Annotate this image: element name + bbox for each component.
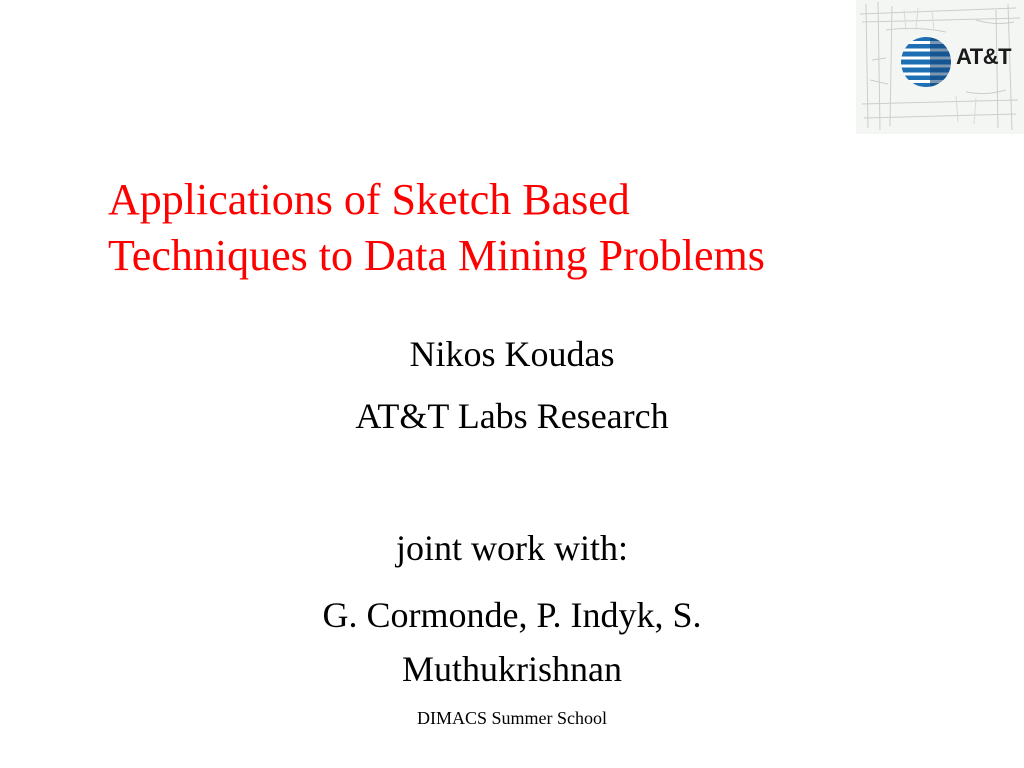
att-logo — [856, 0, 1024, 134]
coauthors-line-2: Muthukrishnan — [402, 649, 622, 689]
joint-work-label: joint work with: — [396, 528, 628, 568]
coauthors-line-1: G. Cormonde, P. Indyk, S. — [322, 595, 702, 635]
coauthors — [0, 588, 1024, 696]
title-line-2: Techniques to Data Mining Problems — [108, 231, 765, 280]
author-affiliation: AT&T Labs Research — [355, 396, 669, 436]
slide-footer: DIMACS Summer School — [416, 708, 607, 728]
slide-title — [108, 172, 968, 284]
author-name: Nikos Koudas — [409, 334, 615, 374]
att-globe-icon — [900, 36, 952, 88]
att-brand-text: AT&T — [956, 44, 1012, 69]
title-line-1: Applications of Sketch Based — [108, 175, 630, 224]
